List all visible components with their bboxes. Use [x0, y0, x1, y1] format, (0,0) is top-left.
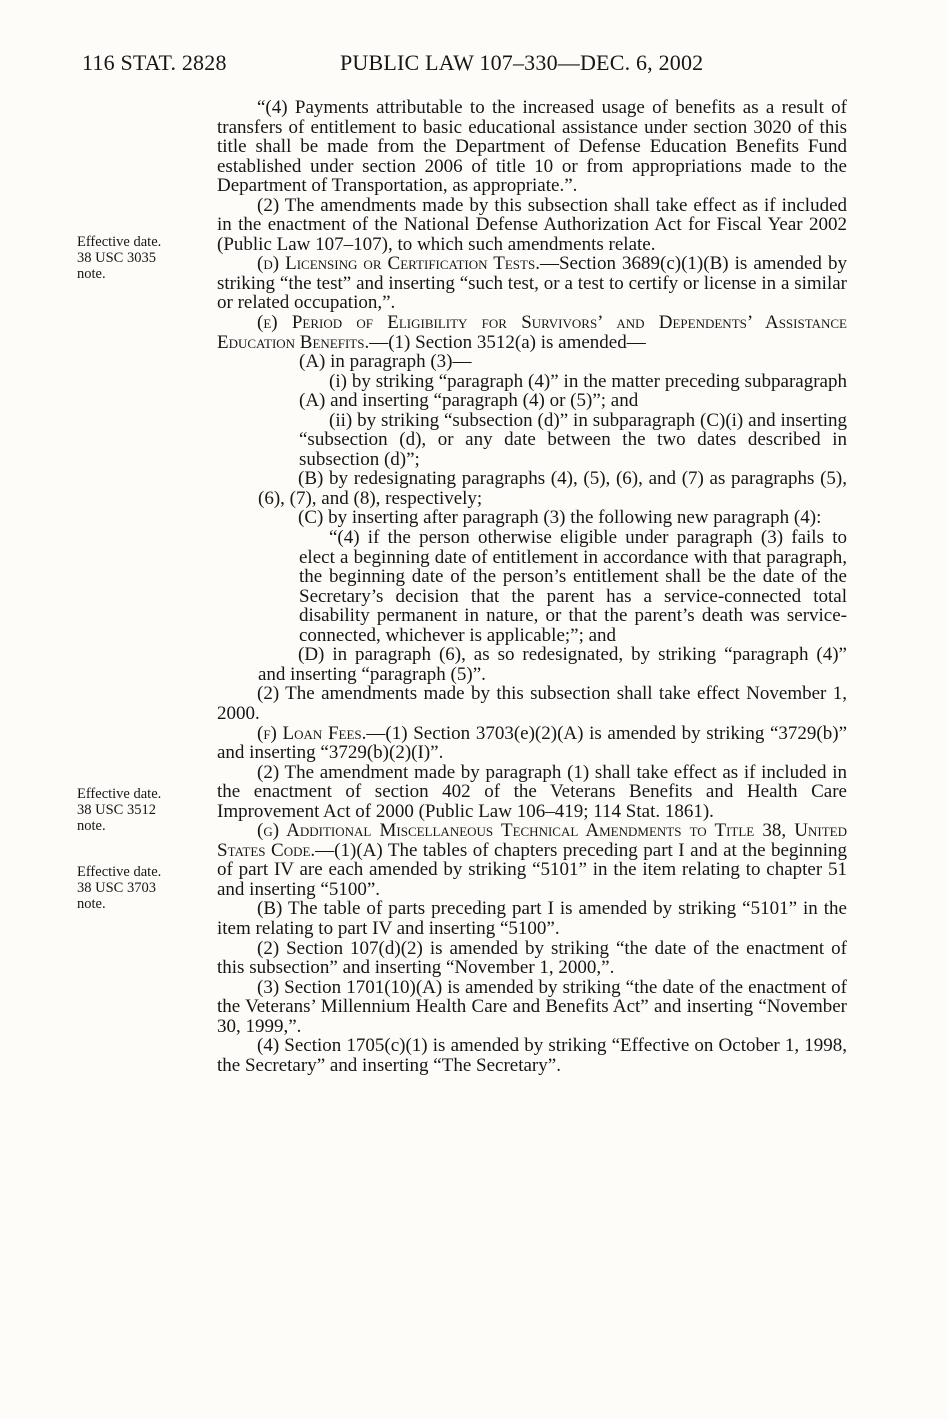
paragraph: (3) Section 1701(10)(A) is amended by striking “the date of the enactment of the Veterans’ Millennium Health Care and Benefits Act” and inserting “November 30, 1999,”.	[217, 976, 847, 1037]
subsection-heading: (f) Loan Fees.	[257, 722, 367, 744]
paragraph: (2) The amendments made by this subsection shall take effect as if included in the enactment of the National Defense Authorization Act for Fiscal Year 2002 (Public Law 107–107), to which such amendments relate.	[217, 194, 847, 255]
paragraph: (ii) by striking “subsection (d)” in subparagraph (C)(i) and inserting “subsection (d), or any date between the two dates described in subsection (d)”;	[299, 409, 847, 470]
section-paragraph	[217, 821, 847, 899]
paragraph: (B) by redesignating paragraphs (4), (5), (6), and (7) as paragraphs (5), (6), (7), and (8), respectively;	[258, 468, 847, 509]
public-law-citation: PUBLIC LAW 107–330—DEC. 6, 2002	[340, 50, 704, 75]
paragraph: (D) in paragraph (6), as so redesignated, by striking “paragraph (4)” and inserting “paragraph (5)”.	[258, 644, 847, 685]
margin-note-note: note.	[77, 818, 106, 834]
paragraph: (4) Section 1705(c)(1) is amended by striking “Effective on October 1, 1998, the Secretary” and inserting “The Secretary”.	[217, 1035, 847, 1076]
paragraph: (2) The amendment made by paragraph (1) shall take effect as if included in the enactment of section 402 of the Veterans Benefits and Health Care Improvement Act of 2000 (Public Law 106–419; 114 Stat. 1861).	[217, 761, 847, 822]
subsection-heading: (e) Period of Eligibility for Survivors’ and Dependents’ Assistance Education Benefits.	[217, 312, 847, 353]
paragraph: (C) by inserting after paragraph (3) the following new paragraph (4):	[298, 507, 822, 529]
margin-note-label: Effective date.	[77, 786, 162, 802]
paragraph: (B) The table of parts preceding part I is amended by striking “5101” in the item relating to part IV and inserting “5100”.	[217, 898, 847, 939]
paragraph: “(4) Payments attributable to the increased usage of benefits as a result of transfers of entitlement to basic educational assistance under section 3020 of this title shall be made from the Department of Defense Education Benefits Fund established under section 2006 of title 10 or from appropriations made to the Department of Transportation, as appropriate.”.	[217, 97, 847, 197]
statute-body	[217, 98, 847, 1075]
margin-note	[77, 786, 161, 834]
paragraph-text: —(1) Section 3703(e)(2)(A) is amended by striking “3729(b)” and inserting “3729(b)(2)(I)”.	[217, 722, 848, 764]
margin-note	[77, 234, 161, 282]
subsection-heading: (g) Additional Miscellaneous Technical Amendments to Title 38, United States Code.	[217, 820, 847, 861]
margin-note-note: note.	[77, 266, 106, 282]
margin-note-label: Effective date.	[77, 234, 162, 250]
paragraph: (A) in paragraph (3)—	[299, 351, 472, 373]
margin-note	[77, 864, 161, 912]
margin-note-cite: 38 USC 3035	[77, 250, 156, 266]
margin-note-note: note.	[77, 896, 106, 912]
paragraph-text: —Section 3689(c)(1)(B) is amended by striking “the test” and inserting “such test, or a test to certify or license in a similar or related occupation,”.	[217, 253, 847, 314]
paragraph-text: —(1)(A) The tables of chapters preceding part I and at the beginning of part IV are each amended by striking “5101” in the item relating to chapter 51 and inserting “5100”.	[217, 839, 847, 900]
section-paragraph	[217, 254, 847, 313]
page-header	[82, 50, 872, 76]
subsection-heading: (d) Licensing or Certification Tests.	[257, 253, 540, 275]
paragraph-text: —(1) Section 3512(a) is amended—	[369, 331, 646, 353]
section-paragraph	[217, 724, 847, 763]
margin-note-cite: 38 USC 3703	[77, 880, 156, 896]
paragraph: (i) by striking “paragraph (4)” in the matter preceding subparagraph (A) and inserting “paragraph (4) or (5)”; and	[299, 370, 847, 412]
margin-note-cite: 38 USC 3512	[77, 802, 156, 818]
margin-note-label: Effective date.	[77, 864, 162, 880]
paragraph: (2) The amendments made by this subsection shall take effect November 1, 2000.	[217, 683, 847, 724]
section-paragraph	[217, 313, 847, 352]
stat-page-number: 116 STAT. 2828	[82, 50, 227, 75]
quoted-paragraph: “(4) if the person otherwise eligible under paragraph (3) fails to elect a beginning date of entitlement in accordance with that paragraph, the beginning date of the person’s entitlement shall be the date of the Secretary’s decision that the parent has a service-connected total disability permanent in nature, or that the parent’s death was service-connected, whichever is applicable;”; and	[299, 527, 847, 646]
paragraph: (2) Section 107(d)(2) is amended by striking “the date of the enactment of this subsection” and inserting “November 1, 2000,”.	[217, 937, 847, 979]
